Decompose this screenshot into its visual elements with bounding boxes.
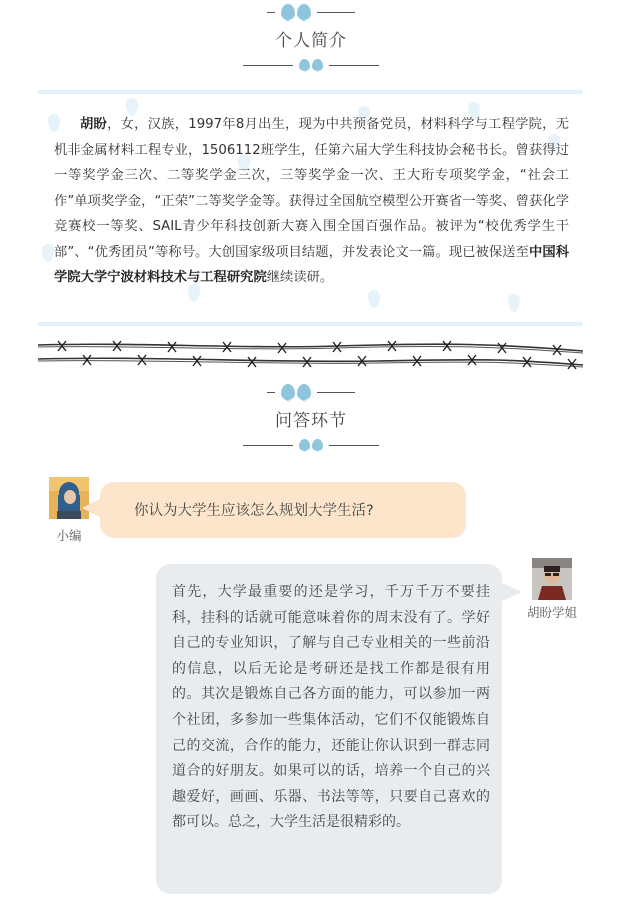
divider-line [243,445,293,446]
divider-line [243,65,293,66]
bio-name: 胡盼 [80,117,108,132]
answer-bubble [156,564,502,894]
bio-card [38,90,583,326]
raindrop-decoration [368,290,380,308]
quote-icon [281,384,311,400]
divider-line [267,392,275,393]
divider-line [267,12,275,13]
section-header-qa [0,380,622,454]
bio-text-part2: 继续读研。 [266,270,334,285]
divider-line [317,12,355,13]
quote-icon [281,4,311,20]
answer-text: 首先，大学最重要的还是学习，千万千万不要挂科，挂科的话就可能意味着你的周末没有了。学好自己的专业知识，了解与自己专业相关的一些前沿的信息，以后无论是考研还是找工作都是很有用的。其次是锻炼自己各方面的能力，可以参加一两个社团，多参加一些集体活动，它们不仅能锻炼自己的交流，合作的能力，还能让你认识到一群志同道合的好朋友。如果可以的话，培养一个自己的兴趣爱好，画画、乐器、书法等等，只要自己喜欢的都可以。总之，大学生活是很精彩的。 [172,584,490,831]
quote-icon [299,59,323,71]
answerer-label: 胡盼学姐 [526,605,577,620]
raindrop-decoration [42,244,54,262]
bio-text-part1: ，女，汉族，1997年8月出生，现为中共预备党员，材料科学与工程学院，无机非金属材料工程专业，1506112班学生，任第六届大学生科技协会秘书长。曾获得过一等奖学金三次、二等奖学金三次，三等奖学金一次、王大珩专项奖学金，“社会工作”单项奖学金，“正荣”二等奖学金等。获得过全国航空模型公开赛省一等奖、曾获化学竞赛校一等奖、SAIL青少年科技创新大赛入围全国百强作品。被评为“校优秀学生干部”、“优秀团员”等称号。大创国家级项目结题，并发表论文一篇。现已被保送至 [54,117,569,260]
quote-divider-top [0,380,622,404]
quote-divider-top [0,0,622,24]
quote-divider-bottom [0,436,622,454]
answerer-avatar [532,558,572,600]
section-title: 个人简介 [275,31,347,51]
quote-icon [299,439,323,451]
divider-line [329,445,379,446]
raindrop-decoration [508,294,520,312]
bio-institution: 中国科学院大学宁波材料技术与工程研究院 [54,244,569,285]
question-text: 你认为大学生应该怎么规划大学生活? [134,503,374,519]
section-header-profile [0,0,622,74]
question-bubble [100,482,466,538]
barbed-wire-divider [38,337,583,373]
quote-divider-bottom [0,56,622,74]
divider-line [317,392,355,393]
section-title: 问答环节 [275,411,347,431]
divider-line [329,65,379,66]
bio-paragraph [54,112,569,291]
asker-label: 小编 [56,528,82,543]
